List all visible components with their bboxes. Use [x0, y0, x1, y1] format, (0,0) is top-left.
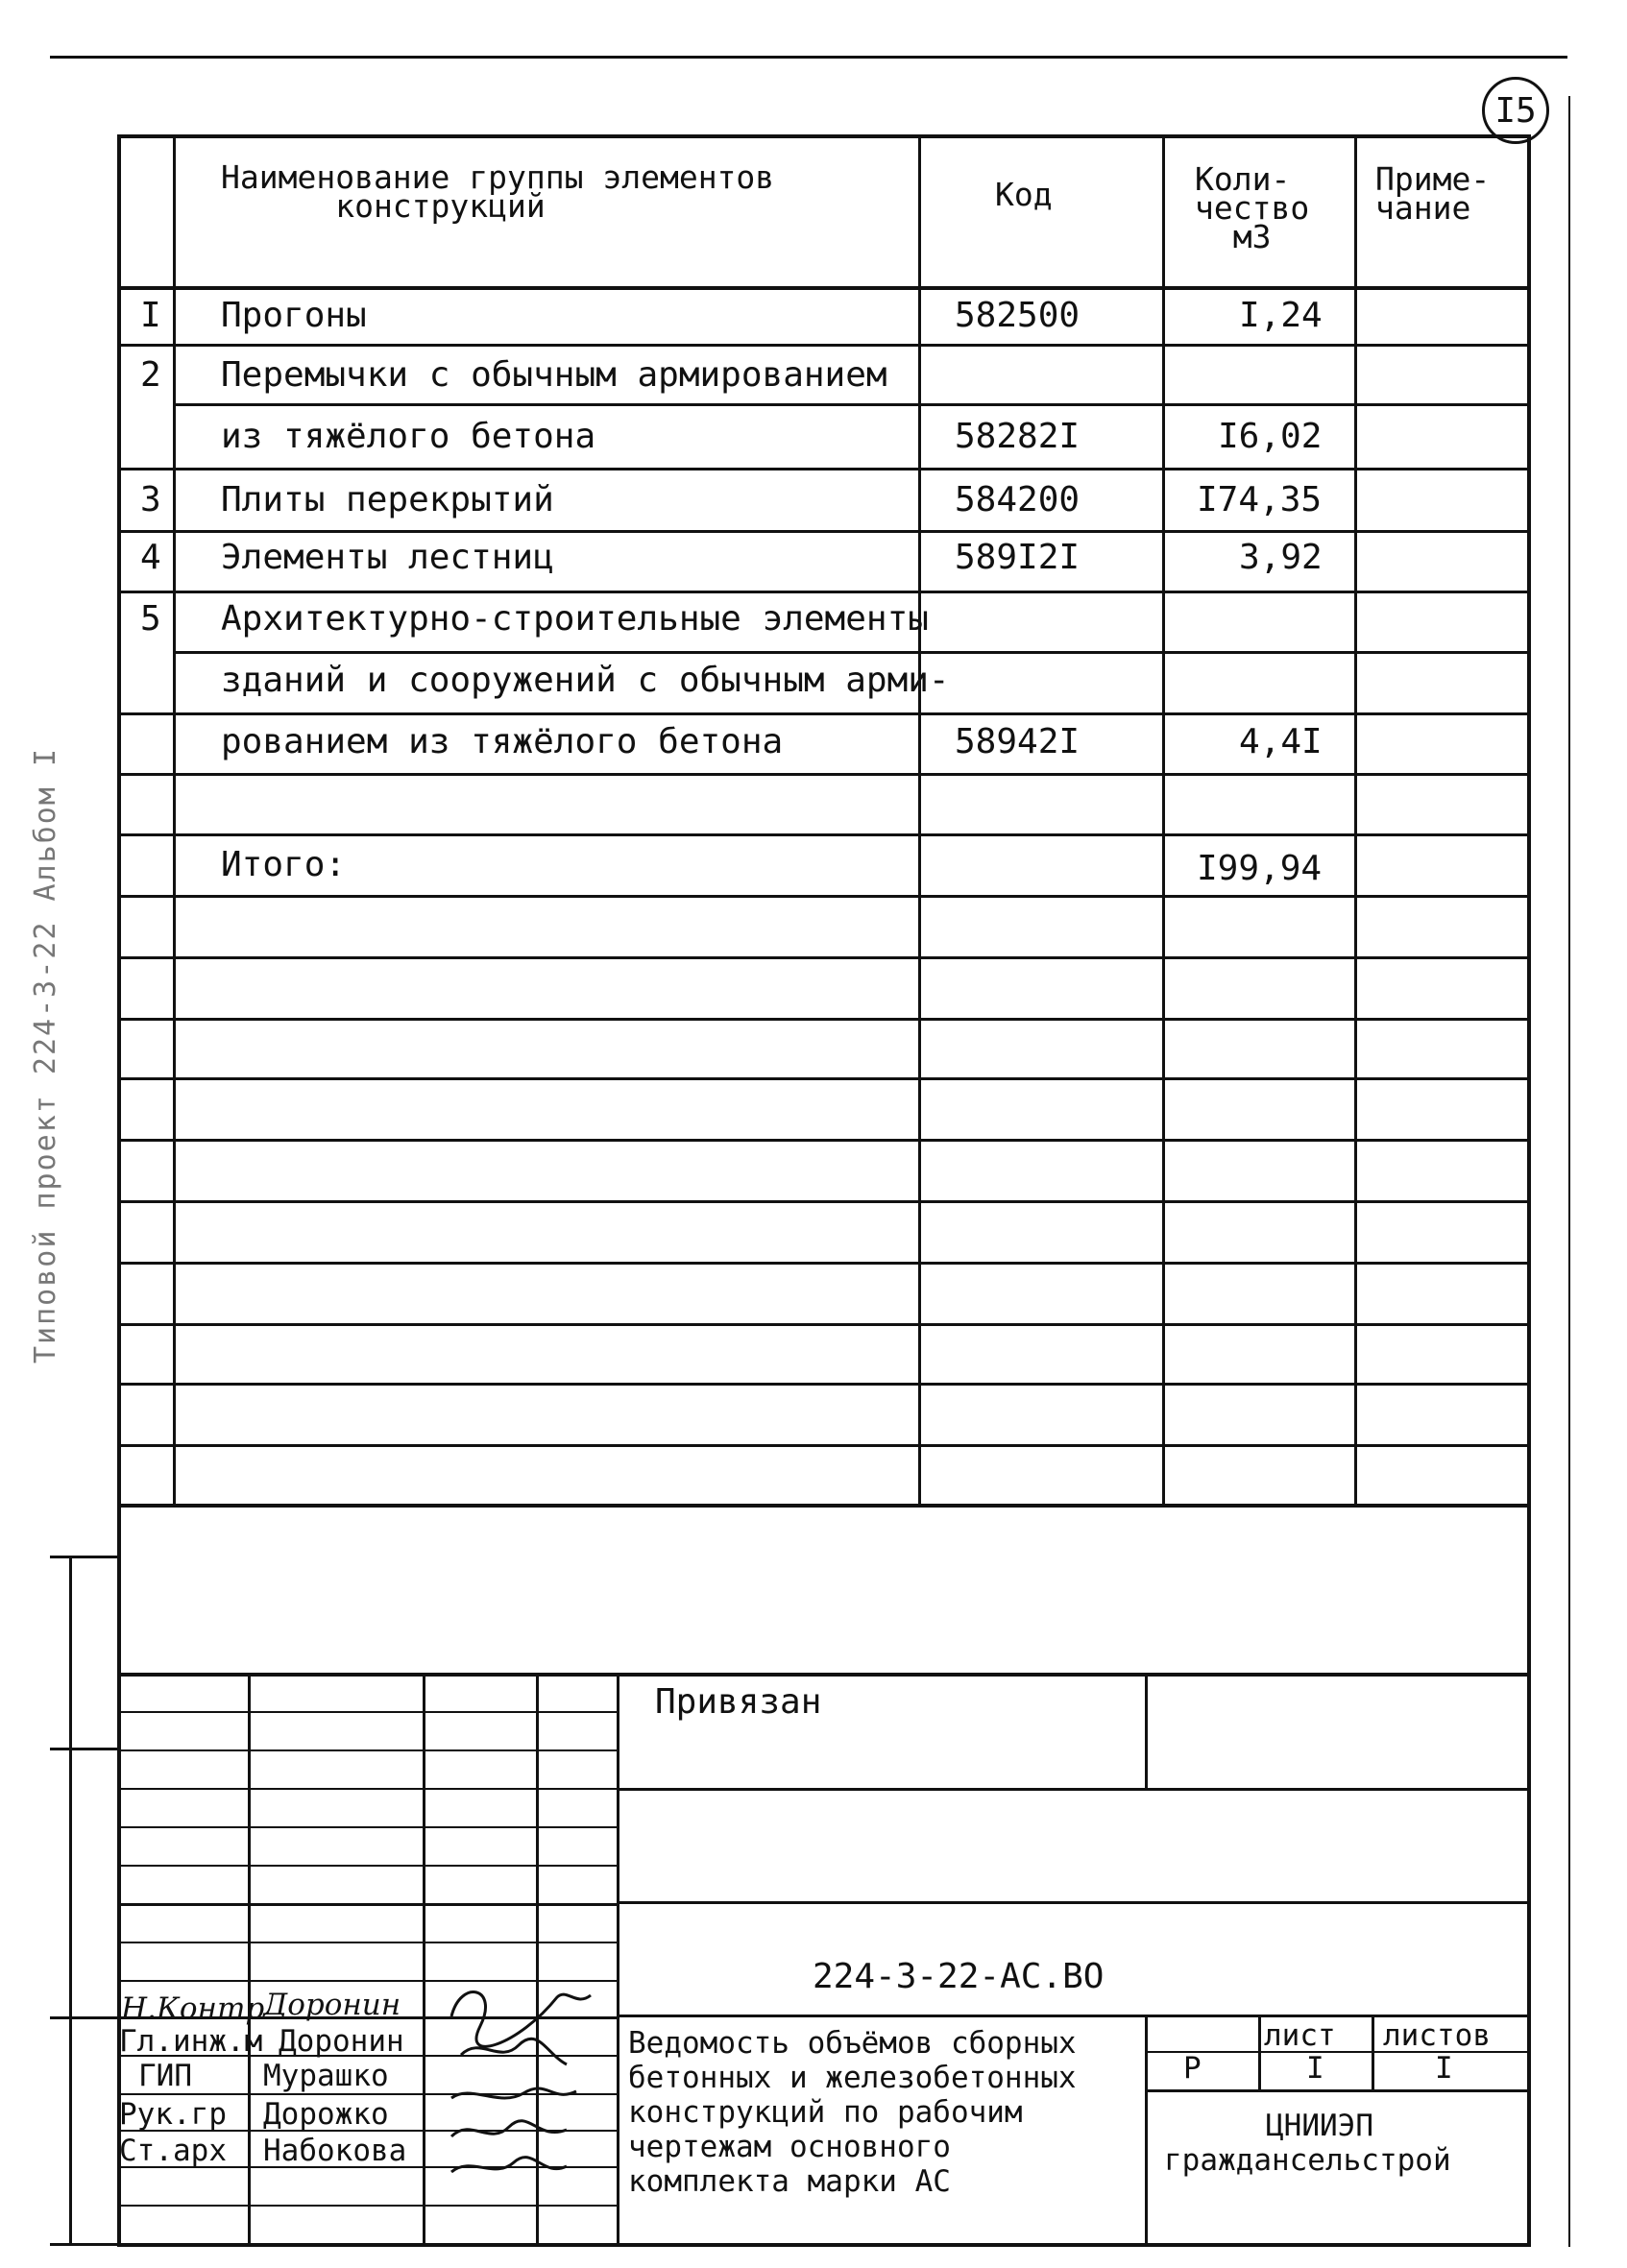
- signature-name: Доронин: [279, 2024, 404, 2059]
- row-qty: I74,35: [1197, 480, 1323, 519]
- row-name: Прогоны: [221, 296, 367, 335]
- signature-role: Гл.инж.м: [119, 2024, 263, 2059]
- org-name-line: граждансельстрой: [1164, 2143, 1451, 2178]
- signature-name: Доронин: [263, 1988, 401, 2022]
- margin-note: Типовой проект 224-3-22 Альбом I: [29, 747, 62, 1363]
- org-name-line: ЦНИИЭП: [1266, 2109, 1373, 2143]
- signature-name: Набокова: [263, 2134, 407, 2168]
- sheets-value: I: [1435, 2051, 1453, 2086]
- row-code: 582500: [955, 296, 1081, 335]
- row-name: из тяжёлого бетона: [221, 417, 596, 456]
- header-code: Код: [995, 176, 1053, 213]
- signature-role: Ст.арх: [119, 2134, 227, 2168]
- row-name: Архитектурно-строительные элементы: [221, 599, 929, 639]
- row-qty: 3,92: [1239, 538, 1323, 577]
- doc-title-line: бетонных и железобетонных: [628, 2061, 1077, 2095]
- row-num: 2: [140, 355, 161, 395]
- row-qty: I6,02: [1218, 417, 1323, 456]
- row-num: 3: [140, 480, 161, 519]
- row-code: 584200: [955, 480, 1081, 519]
- header-note: Приме- чание: [1375, 160, 1491, 227]
- signature-role: Рук.гр: [119, 2097, 227, 2132]
- signature-role: ГИП: [138, 2059, 192, 2093]
- row-name: Плиты перекрытий: [221, 480, 554, 519]
- doc-title-line: Ведомость объёмов сборных: [628, 2026, 1077, 2061]
- sheet-number-badge: I5: [1482, 77, 1549, 144]
- signature-name: Дорожко: [263, 2097, 389, 2132]
- sheet-value: I: [1306, 2051, 1324, 2086]
- row-qty: 4,4I: [1239, 722, 1323, 761]
- total-qty: I99,94: [1197, 849, 1323, 888]
- row-name: зданий и сооружений с обычным арми-: [221, 661, 950, 700]
- header-name: Наименование группы элементов конструкций: [221, 158, 775, 225]
- row-qty: I,24: [1239, 296, 1323, 335]
- row-name: Элементы лестниц: [221, 538, 554, 577]
- row-name: рованием из тяжёлого бетона: [221, 722, 784, 761]
- sheets-label: листов: [1383, 2018, 1491, 2053]
- doc-title-line: чертежам основного: [628, 2130, 951, 2164]
- total-label: Итого:: [221, 845, 347, 884]
- row-code: 58282I: [955, 417, 1081, 456]
- signature-name: Мурашко: [263, 2059, 389, 2093]
- doc-title-line: комплекта марки АС: [628, 2164, 951, 2199]
- signature-role: Н.Контр: [121, 1991, 265, 2026]
- row-code: 58942I: [955, 722, 1081, 761]
- bound-label: Привязан: [655, 1682, 822, 1722]
- doc-title-line: конструкций по рабочим: [628, 2095, 1023, 2130]
- row-code: 589I2I: [955, 538, 1081, 577]
- row-num: 4: [140, 538, 161, 577]
- row-num: 5: [140, 599, 161, 639]
- doc-code: 224-3-22-АС.ВО: [813, 1957, 1105, 1996]
- header-qty: Коли- чество м3: [1195, 160, 1310, 255]
- sheet-label: лист: [1264, 2018, 1336, 2053]
- stage-value: Р: [1183, 2051, 1202, 2086]
- row-name: Перемычки с обычным армированием: [221, 355, 887, 395]
- row-num: I: [140, 296, 161, 335]
